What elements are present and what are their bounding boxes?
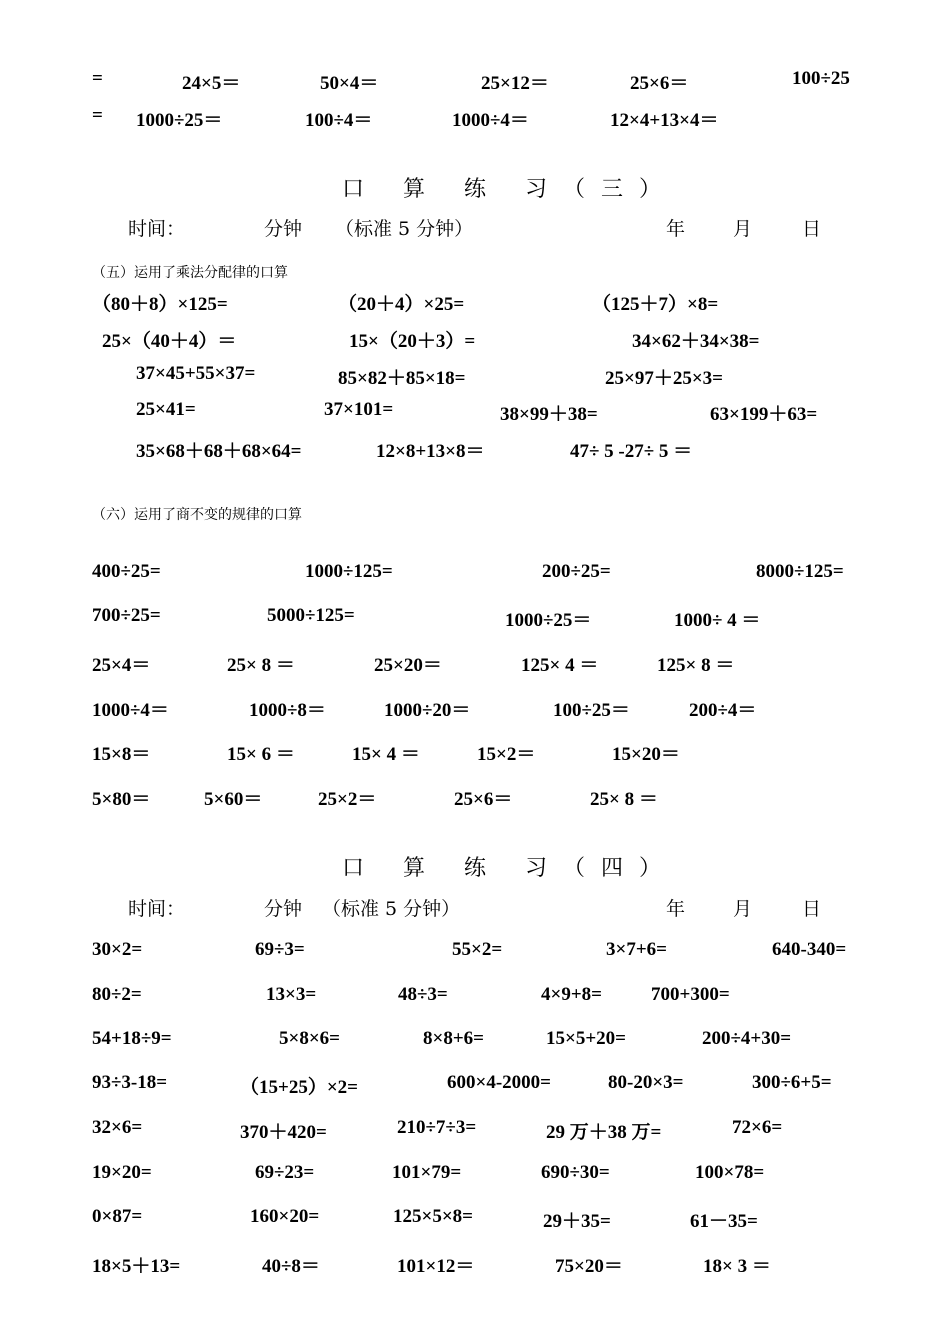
minutes-label: 分钟 xyxy=(264,218,303,240)
problem: 37×45+55×37= xyxy=(136,363,256,384)
section-title: 口 算 练 习（四） xyxy=(342,856,677,881)
problem: 5×80＝ xyxy=(92,789,151,810)
problem: 12×8+13×8＝ xyxy=(376,441,485,462)
problem: （15+25）×2= xyxy=(240,1077,358,1098)
problem: 101×12＝ xyxy=(397,1256,475,1277)
problem: 125× 4 ＝ xyxy=(521,655,599,676)
problem: 0×87= xyxy=(92,1206,143,1227)
problem: 4×9+8= xyxy=(541,984,602,1005)
day-label: 日 xyxy=(802,218,822,240)
problem: 600×4-2000= xyxy=(447,1072,551,1093)
day-label: 日 xyxy=(802,898,822,920)
part-heading: （六）运用了商不变的规律的口算 xyxy=(92,507,302,523)
problem: = xyxy=(92,68,103,89)
problem: 25×2＝ xyxy=(318,789,377,810)
standard-label: （标准 5 分钟） xyxy=(322,898,461,920)
problem: 5×8×6= xyxy=(279,1028,340,1049)
problem: 15×（20＋3）= xyxy=(349,331,476,352)
problem: 100÷25＝ xyxy=(553,700,630,721)
problem: 50×4＝ xyxy=(320,73,379,94)
problem: 30×2= xyxy=(92,939,143,960)
problem: 210÷7÷3= xyxy=(397,1117,477,1138)
problem: 125×5×8= xyxy=(393,1206,473,1227)
problem: 1000÷25＝ xyxy=(136,110,223,131)
problem: 101×79= xyxy=(392,1162,462,1183)
problem: 29＋35= xyxy=(543,1211,611,1232)
problem: （125＋7）×8= xyxy=(592,294,719,315)
problem: 100÷25 xyxy=(792,68,850,89)
problem: 24×5＝ xyxy=(182,73,241,94)
problem: 5000÷125= xyxy=(267,605,355,626)
problem: 100×78= xyxy=(695,1162,765,1183)
problem: 15×2＝ xyxy=(477,744,536,765)
problem: 25×41= xyxy=(136,399,196,420)
year-label: 年 xyxy=(666,898,686,920)
problem: 32×6= xyxy=(92,1117,143,1138)
problem: 25×20＝ xyxy=(374,655,442,676)
problem: 55×2= xyxy=(452,939,503,960)
problem: 5×60＝ xyxy=(204,789,263,810)
month-label: 月 xyxy=(733,898,753,920)
problem: 75×20＝ xyxy=(555,1256,623,1277)
problem: 85×82＋85×18= xyxy=(338,368,466,389)
problem: = xyxy=(92,105,103,126)
section-title: 口 算 练 习（三） xyxy=(342,177,677,202)
problem: 15×20＝ xyxy=(612,744,680,765)
problem: 25× 8 ＝ xyxy=(590,789,658,810)
month-label: 月 xyxy=(733,218,753,240)
problem: 700÷25= xyxy=(92,605,161,626)
problem: 300÷6+5= xyxy=(752,1072,832,1093)
problem: 80÷2= xyxy=(92,984,142,1005)
problem: 25×12＝ xyxy=(481,73,549,94)
problem: 25×97＋25×3= xyxy=(605,368,723,389)
part-heading: （五）运用了乘法分配律的口算 xyxy=(92,265,288,281)
problem: 25×6＝ xyxy=(454,789,513,810)
problem: 48÷3= xyxy=(398,984,448,1005)
problem: 40÷8＝ xyxy=(262,1256,320,1277)
problem: 1000÷20＝ xyxy=(384,700,471,721)
problem: 54+18÷9= xyxy=(92,1028,172,1049)
problem: 1000÷4＝ xyxy=(92,700,169,721)
problem: 18× 3 ＝ xyxy=(703,1256,771,1277)
problem: 18×5＋13= xyxy=(92,1256,181,1277)
problem: 72×6= xyxy=(732,1117,783,1138)
problem: 80-20×3= xyxy=(608,1072,684,1093)
problem: 15×5+20= xyxy=(546,1028,626,1049)
problem: 47÷ 5 -27÷ 5 ＝ xyxy=(570,441,693,462)
problem: 640-340= xyxy=(772,939,847,960)
problem: 160×20= xyxy=(250,1206,320,1227)
problem: （20＋4）×25= xyxy=(338,294,465,315)
year-label: 年 xyxy=(666,218,686,240)
problem: 34×62＋34×38= xyxy=(632,331,760,352)
problem: 3×7+6= xyxy=(606,939,667,960)
problem: 1000÷125= xyxy=(305,561,393,582)
problem: 25× 8 ＝ xyxy=(227,655,295,676)
problem: 1000÷ 4 ＝ xyxy=(674,610,761,631)
problem: 125× 8 ＝ xyxy=(657,655,735,676)
minutes-label: 分钟 xyxy=(264,898,303,920)
problem: 15× 4 ＝ xyxy=(352,744,420,765)
problem: 15× 6 ＝ xyxy=(227,744,295,765)
standard-label: （标准 5 分钟） xyxy=(335,218,474,240)
problem: 93÷3-18= xyxy=(92,1072,168,1093)
problem: 37×101= xyxy=(324,399,394,420)
problem: 370＋420= xyxy=(240,1122,327,1143)
problem: 1000÷25＝ xyxy=(505,610,592,631)
time-label: 时间： xyxy=(128,218,186,240)
problem: 69÷23= xyxy=(255,1162,315,1183)
problem: 200÷4+30= xyxy=(702,1028,792,1049)
problem: 8000÷125= xyxy=(756,561,844,582)
problem: 700+300= xyxy=(651,984,730,1005)
problem: 100÷4＝ xyxy=(305,110,373,131)
problem: 1000÷8＝ xyxy=(249,700,326,721)
problem: 12×4+13×4＝ xyxy=(610,110,719,131)
problem: 1000÷4＝ xyxy=(452,110,529,131)
problem: 69÷3= xyxy=(255,939,305,960)
problem: 400÷25= xyxy=(92,561,161,582)
problem: 25×6＝ xyxy=(630,73,689,94)
problem: 25×4＝ xyxy=(92,655,151,676)
time-label: 时间： xyxy=(128,898,186,920)
problem: 690÷30= xyxy=(541,1162,610,1183)
problem: 25×（40＋4）＝ xyxy=(102,331,237,352)
problem: 13×3= xyxy=(266,984,317,1005)
problem: 15×8＝ xyxy=(92,744,151,765)
problem: 29 万＋38 万= xyxy=(546,1122,662,1143)
problem: 8×8+6= xyxy=(423,1028,484,1049)
problem: 61－35= xyxy=(690,1211,758,1232)
problem: 63×199＋63= xyxy=(710,404,818,425)
problem: 200÷25= xyxy=(542,561,611,582)
problem: 19×20= xyxy=(92,1162,152,1183)
problem: 38×99＋38= xyxy=(500,404,598,425)
problem: 35×68＋68＋68×64= xyxy=(136,441,302,462)
problem: （80＋8）×125= xyxy=(92,294,228,315)
problem: 200÷4＝ xyxy=(689,700,757,721)
